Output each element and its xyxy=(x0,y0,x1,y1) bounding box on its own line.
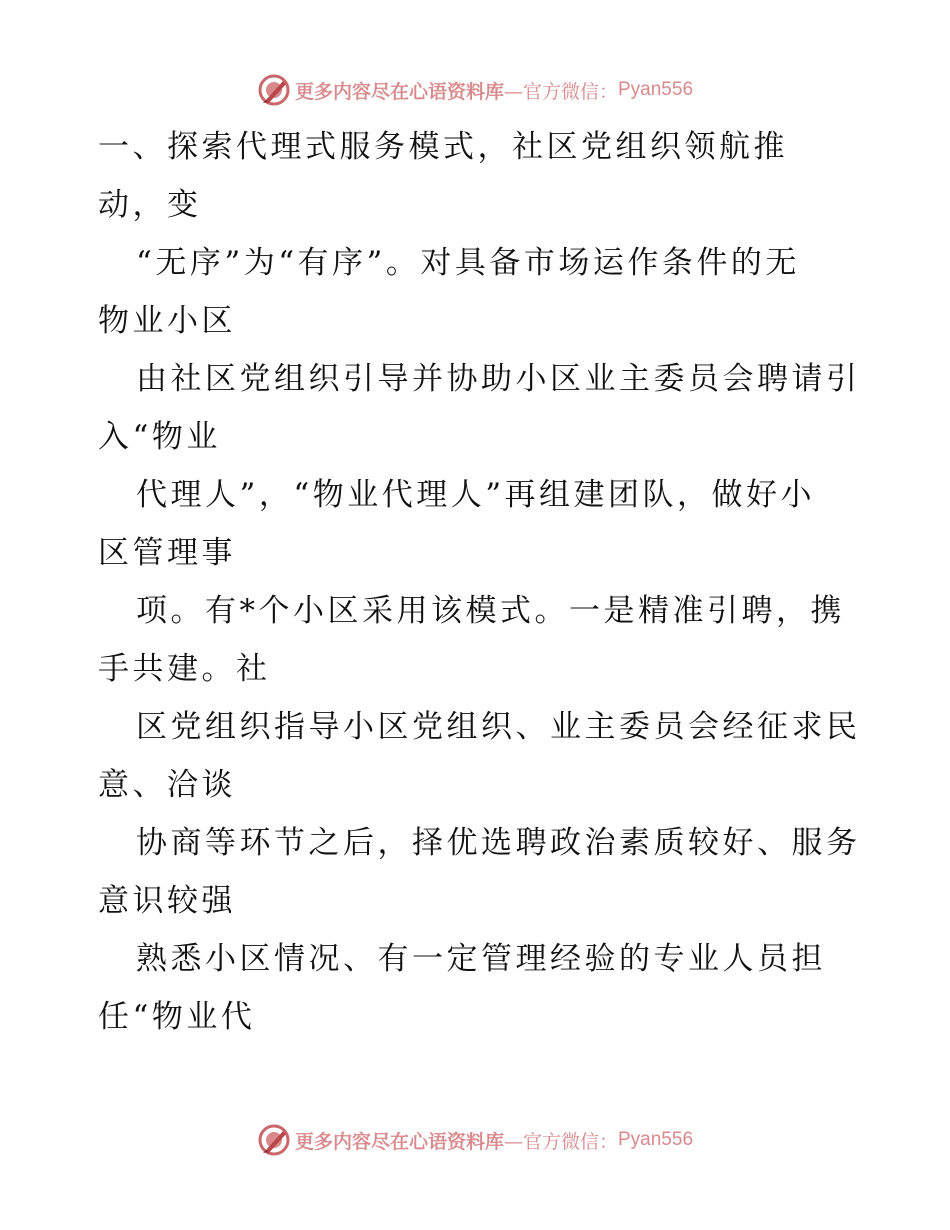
text-line: 入“物业 xyxy=(98,419,221,455)
text-line: 由社区党组织引导并协助小区业主委员会聘请引 xyxy=(136,361,861,397)
watermark-wechat-id: Pyan556 xyxy=(618,1129,694,1150)
watermark-main-text: 更多内容尽在心语资料库 xyxy=(294,1130,504,1153)
text-line: 手共建。社 xyxy=(98,651,271,687)
watermark-wechat-id: Pyan556 xyxy=(618,79,694,100)
pen-logo-icon xyxy=(257,1123,291,1157)
text-line: 区党组织指导小区党组织、业主委员会经征求民 xyxy=(136,709,861,745)
header-watermark xyxy=(0,70,950,110)
watermark-sub-text: —官方微信： xyxy=(503,1130,618,1153)
text-line: 物业小区 xyxy=(98,303,236,339)
text-line: 一、探索代理式服务模式，社区党组织领航推 xyxy=(98,129,788,165)
text-line: 代理人”，“物业代理人”再组建团队，做好小 xyxy=(136,477,816,513)
text-line: 项。有*个小区采用该模式。一是精准引聘，携 xyxy=(136,593,845,629)
text-line: 任“物业代 xyxy=(98,999,256,1035)
text-line: 意识较强 xyxy=(98,883,236,919)
watermark-main-text: 更多内容尽在心语资料库 xyxy=(294,80,504,103)
text-line: 协商等环节之后，择优选聘政治素质较好、服务 xyxy=(136,825,861,861)
text-line: “无序”为“有序”。对具备市场运作条件的无 xyxy=(136,245,800,281)
watermark-sub-text: —官方微信： xyxy=(503,80,618,103)
text-line: 意、洽谈 xyxy=(98,767,236,803)
footer-watermark xyxy=(0,1120,950,1160)
pen-logo-icon xyxy=(257,73,291,107)
text-line: 区管理事 xyxy=(98,535,236,571)
text-line: 动，变 xyxy=(98,187,202,223)
text-line: 熟悉小区情况、有一定管理经验的专业人员担 xyxy=(136,941,826,977)
document-body xyxy=(98,118,861,1046)
